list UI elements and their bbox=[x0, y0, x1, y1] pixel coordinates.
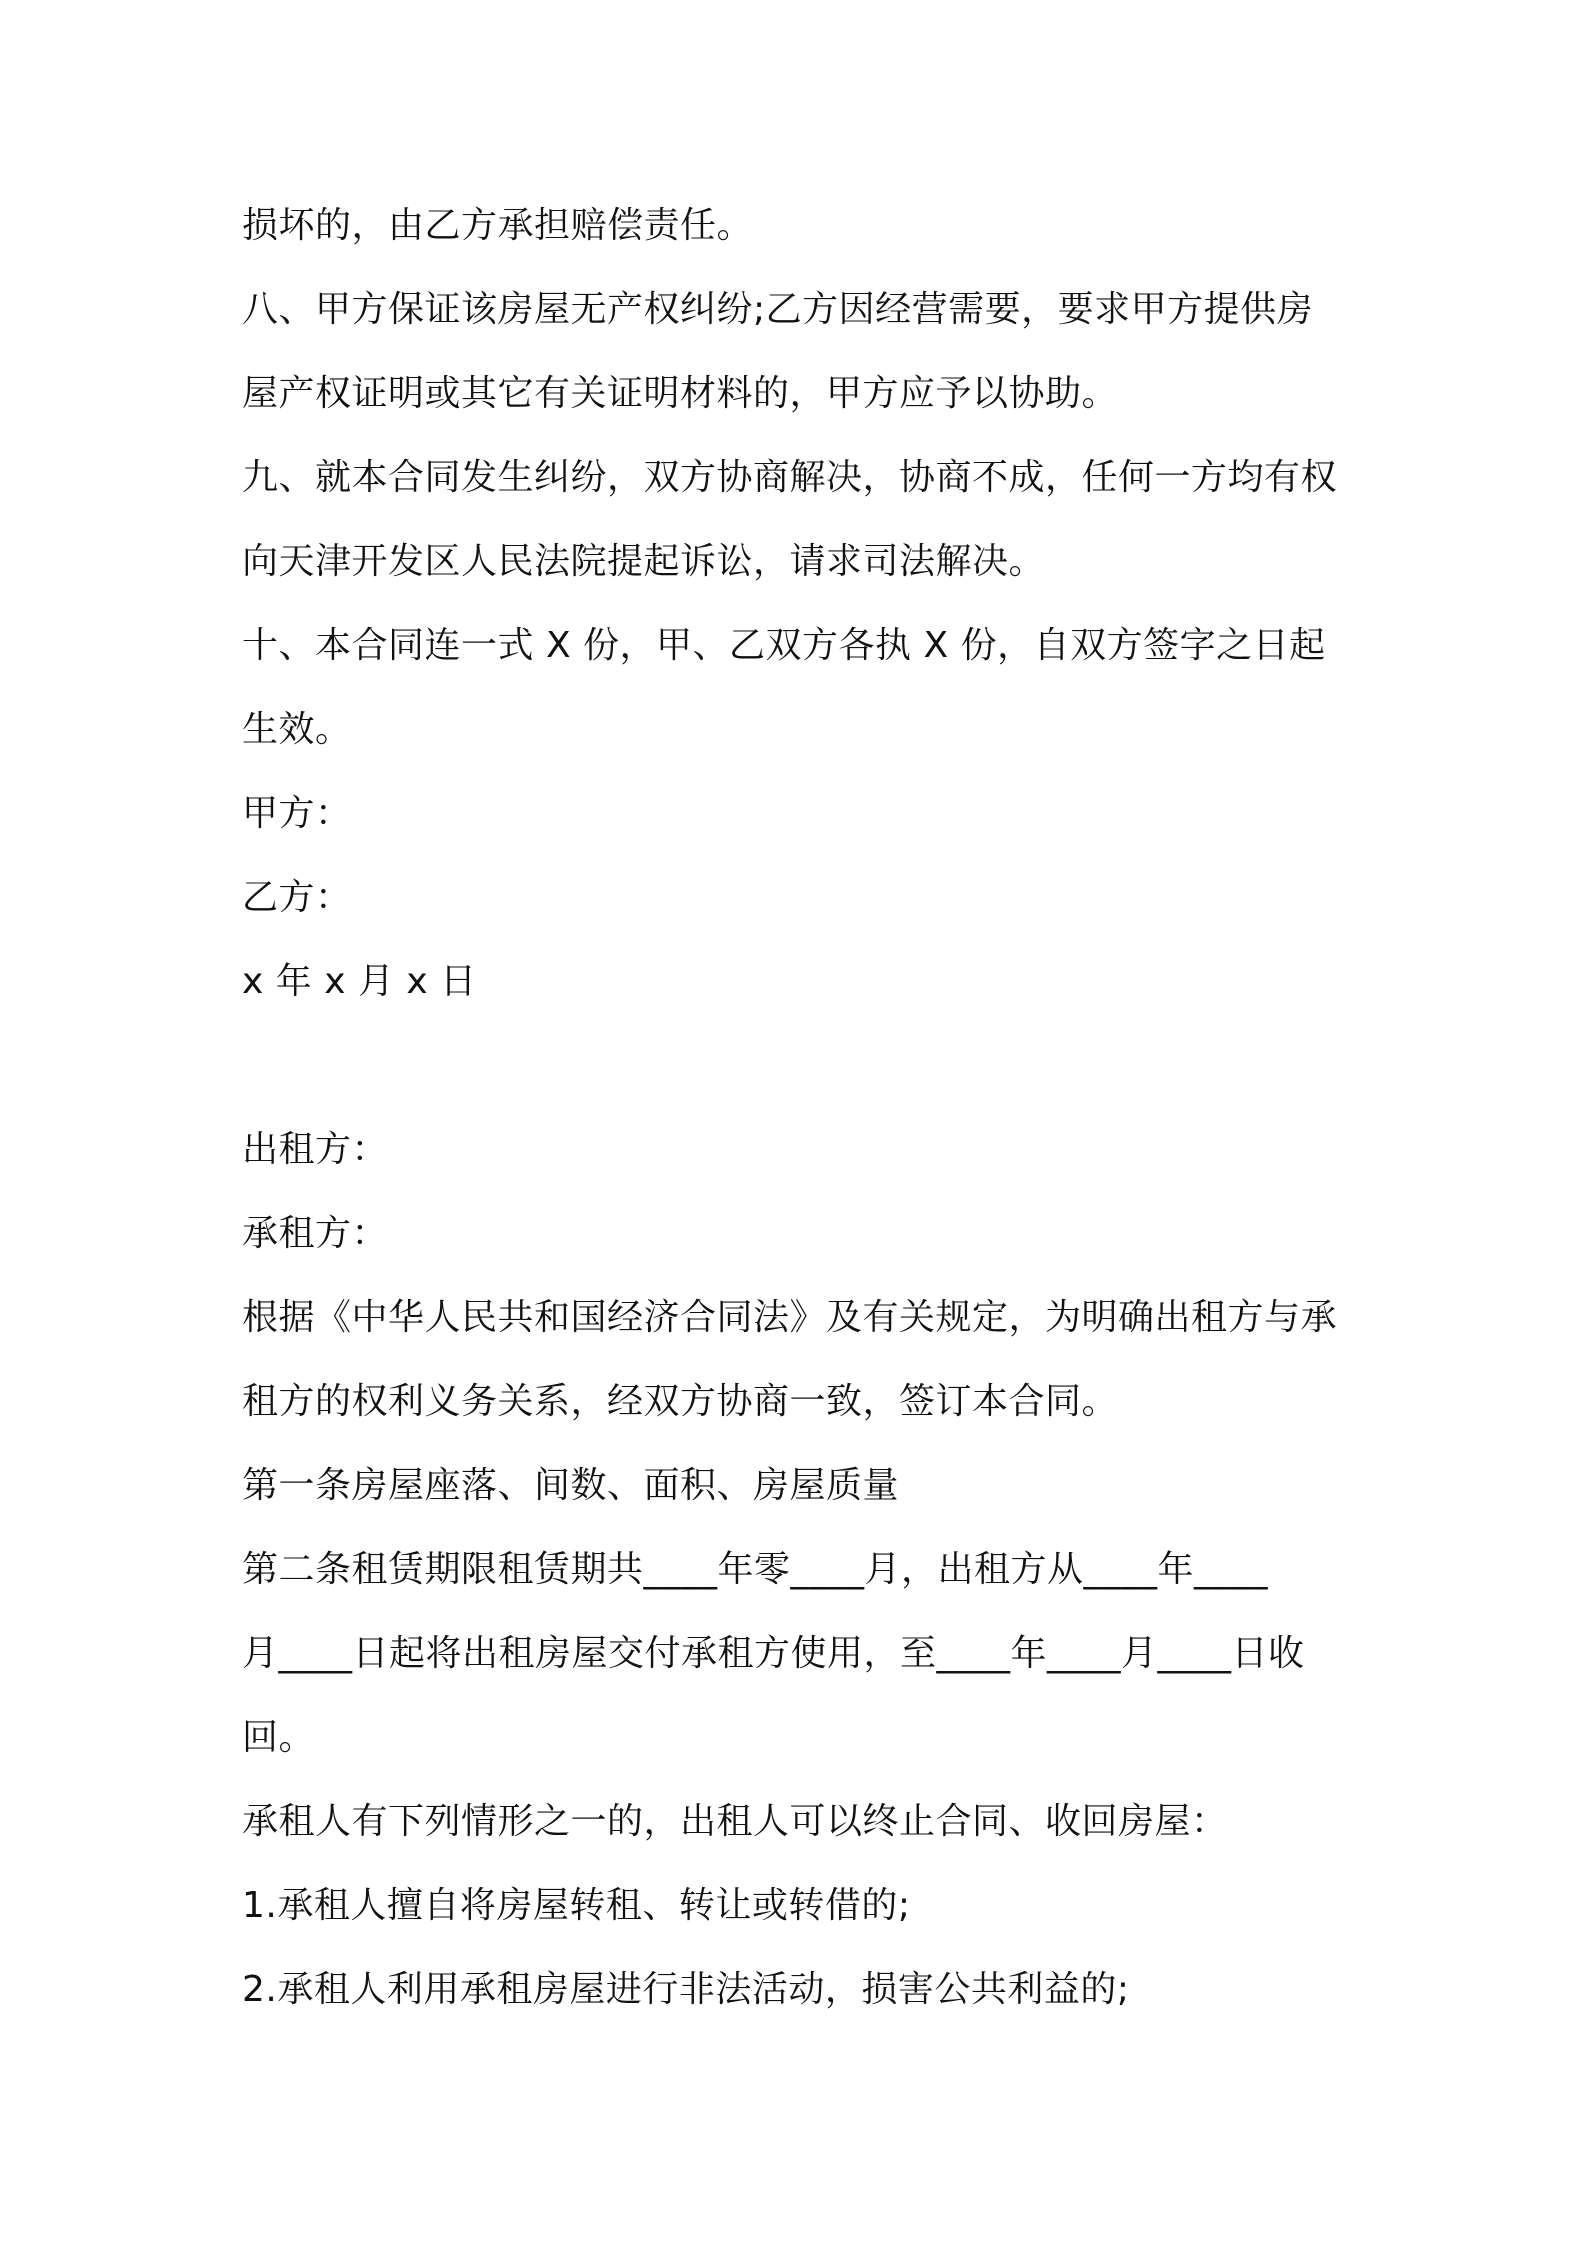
text-line: 根据《中华人民共和国经济合同法》及有关规定，为明确出租方与承 bbox=[242, 1297, 1338, 1338]
text-line: 第二条租赁期限租赁期共____年零____月，出租方从____年____ bbox=[242, 1549, 1269, 1590]
lessor-label: 出租方： bbox=[242, 1129, 389, 1170]
text-line: 损坏的，由乙方承担赔偿责任。 bbox=[242, 205, 754, 246]
text-line: 向天津开发区人民法院提起诉讼，请求司法解决。 bbox=[242, 541, 1046, 582]
text-line: 八、甲方保证该房屋无产权纠纷;乙方因经营需要，要求甲方提供房 bbox=[242, 289, 1314, 330]
list-item: 2.承租人利用承租房屋进行非法活动，损害公共利益的; bbox=[242, 1969, 1130, 2010]
text-line: 承租人有下列情形之一的，出租人可以终止合同、收回房屋： bbox=[242, 1801, 1228, 1842]
list-item: 1.承租人擅自将房屋转租、转让或转借的; bbox=[242, 1885, 911, 1926]
text-line: 生效。 bbox=[242, 709, 352, 750]
text-line: 月____日起将出租房屋交付承租方使用，至____年____月____日收 bbox=[242, 1633, 1305, 1674]
text-line: 租方的权利义务关系，经双方协商一致，签订本合同。 bbox=[242, 1381, 1119, 1422]
lessee-label: 承租方： bbox=[242, 1213, 389, 1254]
text-line: 屋产权证明或其它有关证明材料的，甲方应予以协助。 bbox=[242, 373, 1119, 414]
text-line: 十、本合同连一式 X 份，甲、乙双方各执 X 份，自双方签字之日起 bbox=[242, 625, 1326, 666]
party-a-label: 甲方： bbox=[242, 793, 352, 834]
text-line: 回。 bbox=[242, 1717, 316, 1758]
article-heading: 第一条房屋座落、间数、面积、房屋质量 bbox=[242, 1465, 900, 1506]
party-b-label: 乙方： bbox=[242, 877, 352, 918]
date-line: x 年 x 月 x 日 bbox=[242, 961, 477, 1002]
text-line: 九、就本合同发生纠纷，双方协商解决，协商不成，任何一方均有权 bbox=[242, 457, 1338, 498]
